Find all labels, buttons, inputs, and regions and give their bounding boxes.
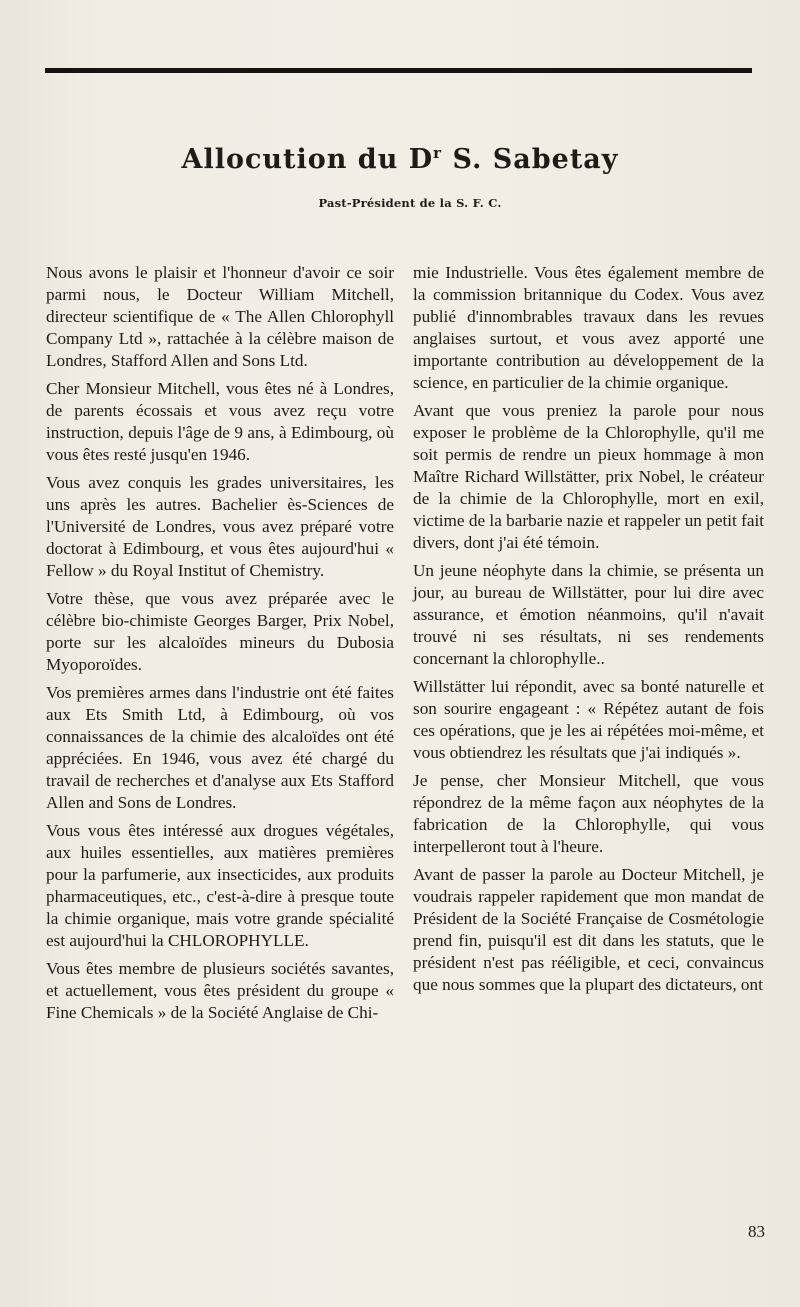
page-number: 83 [748, 1222, 765, 1241]
article-title [40, 140, 760, 180]
paragraph: Nous avons le plaisir et l'honneur d'avoir ce soir parmi nous, le Docteur William Mitchell, directeur scientifique de « The Allen Chlorophyll Company Ltd », rattachée à la célèbre maison de Londres, Stafford Allen and Sons Ltd. [46, 263, 394, 370]
paragraph: Avant de passer la parole au Docteur Mitchell, je voudrais rappeler rapidement que mon mandat de Président de la Société Française de Cosmétologie prend fin, puisqu'il est dit dans les statuts, que le président n'est pas rééligible, et ceci, convaincus que nous sommes que la plupart des dictateurs, ont [413, 865, 764, 994]
paragraph: Vous êtes membre de plusieurs sociétés savantes, et actuellement, vous êtes président du groupe « Fine Chemicals » de la Société Anglaise de Chi- [46, 959, 394, 1022]
paragraph: mie Industrielle. Vous êtes également membre de la commission britannique du Codex. Vous avez publié d'innombrables travaux dans les revues anglaises surtout, et vous avez apporté une importante contribution au développement de la science, en particulier de la chimie organique. [413, 263, 764, 392]
paragraph: Avant que vous preniez la parole pour nous exposer le problème de la Chlorophylle, qu'il me soit permis de rendre un pieux hommage à mon Maître Richard Willstätter, prix Nobel, le créateur de la chimie de la Chlorophylle, mort en exil, victime de la barbarie nazie et rappeler un petit fait divers, dont j'ai été témoin. [413, 401, 764, 552]
paragraph: Je pense, cher Monsieur Mitchell, que vous répondrez de la même façon aux néophytes de la fabrication de la Chlorophylle, qui vous interpelleront tout à l'heure. [413, 771, 764, 856]
paragraph: Votre thèse, que vous avez préparée avec le célèbre bio-chimiste Georges Barger, Prix Nobel, porte sur les alcaloïdes mineurs du Dubosia Myoporoïdes. [46, 589, 394, 674]
title-end: S. Sabetay [442, 144, 619, 175]
paragraph: Willstätter lui répondit, avec sa bonté naturelle et son sourire engageant : « Répétez autant de fois ces opérations, que je les ai répétées moi-même, et vous obtiendrez les résultats que j'ai indiqués ». [413, 677, 764, 762]
paragraph: Un jeune néophyte dans la chimie, se présenta un jour, au bureau de Willstätter, pour lui dire avec assurance, et émotion néanmoins, qu'il n'avait trouvé ni ses résultats, ni ses rendements concernant la chlorophylle.. [413, 561, 764, 668]
title-superscript: r [433, 144, 443, 162]
paragraph: Cher Monsieur Mitchell, vous êtes né à Londres, de parents écossais et vous avez reçu votre instruction, depuis l'âge de 9 ans, à Edimbourg, où vous êtes resté jusqu'en 1946. [46, 379, 394, 464]
paragraph: Vous avez conquis les grades universitaires, les uns après les autres. Bachelier ès-Sciences de l'Université de Londres, vous avez préparé votre doctorat à Edimbourg, et vous êtes aujourd'hui « Fellow » du Royal Institut of Chemistry. [46, 473, 394, 580]
top-rule [45, 68, 752, 73]
right-column [413, 262, 764, 1002]
paragraph: Vos premières armes dans l'industrie ont été faites aux Ets Smith Ltd, à Edimbourg, où vos connaissances de la chimie des alcaloïdes ont été appréciées. En 1946, vous avez été chargé du travail de recherches et d'analyse aux Ets Stafford Allen and Sons de Londres. [46, 683, 394, 812]
article-subtitle: Past-Président de la S. F. C. [318, 196, 502, 210]
title-main: Allocution du D [181, 144, 434, 175]
left-column [46, 262, 394, 1030]
paragraph: Vous vous êtes intéressé aux drogues végétales, aux huiles essentielles, aux matières premières pour la parfumerie, aux insecticides, aux produits pharmaceutiques, etc., c'est-à-dire à presque toute la chimie organique, mais votre grande spécialité est aujourd'hui la CHLOROPHYLLE. [46, 821, 394, 950]
